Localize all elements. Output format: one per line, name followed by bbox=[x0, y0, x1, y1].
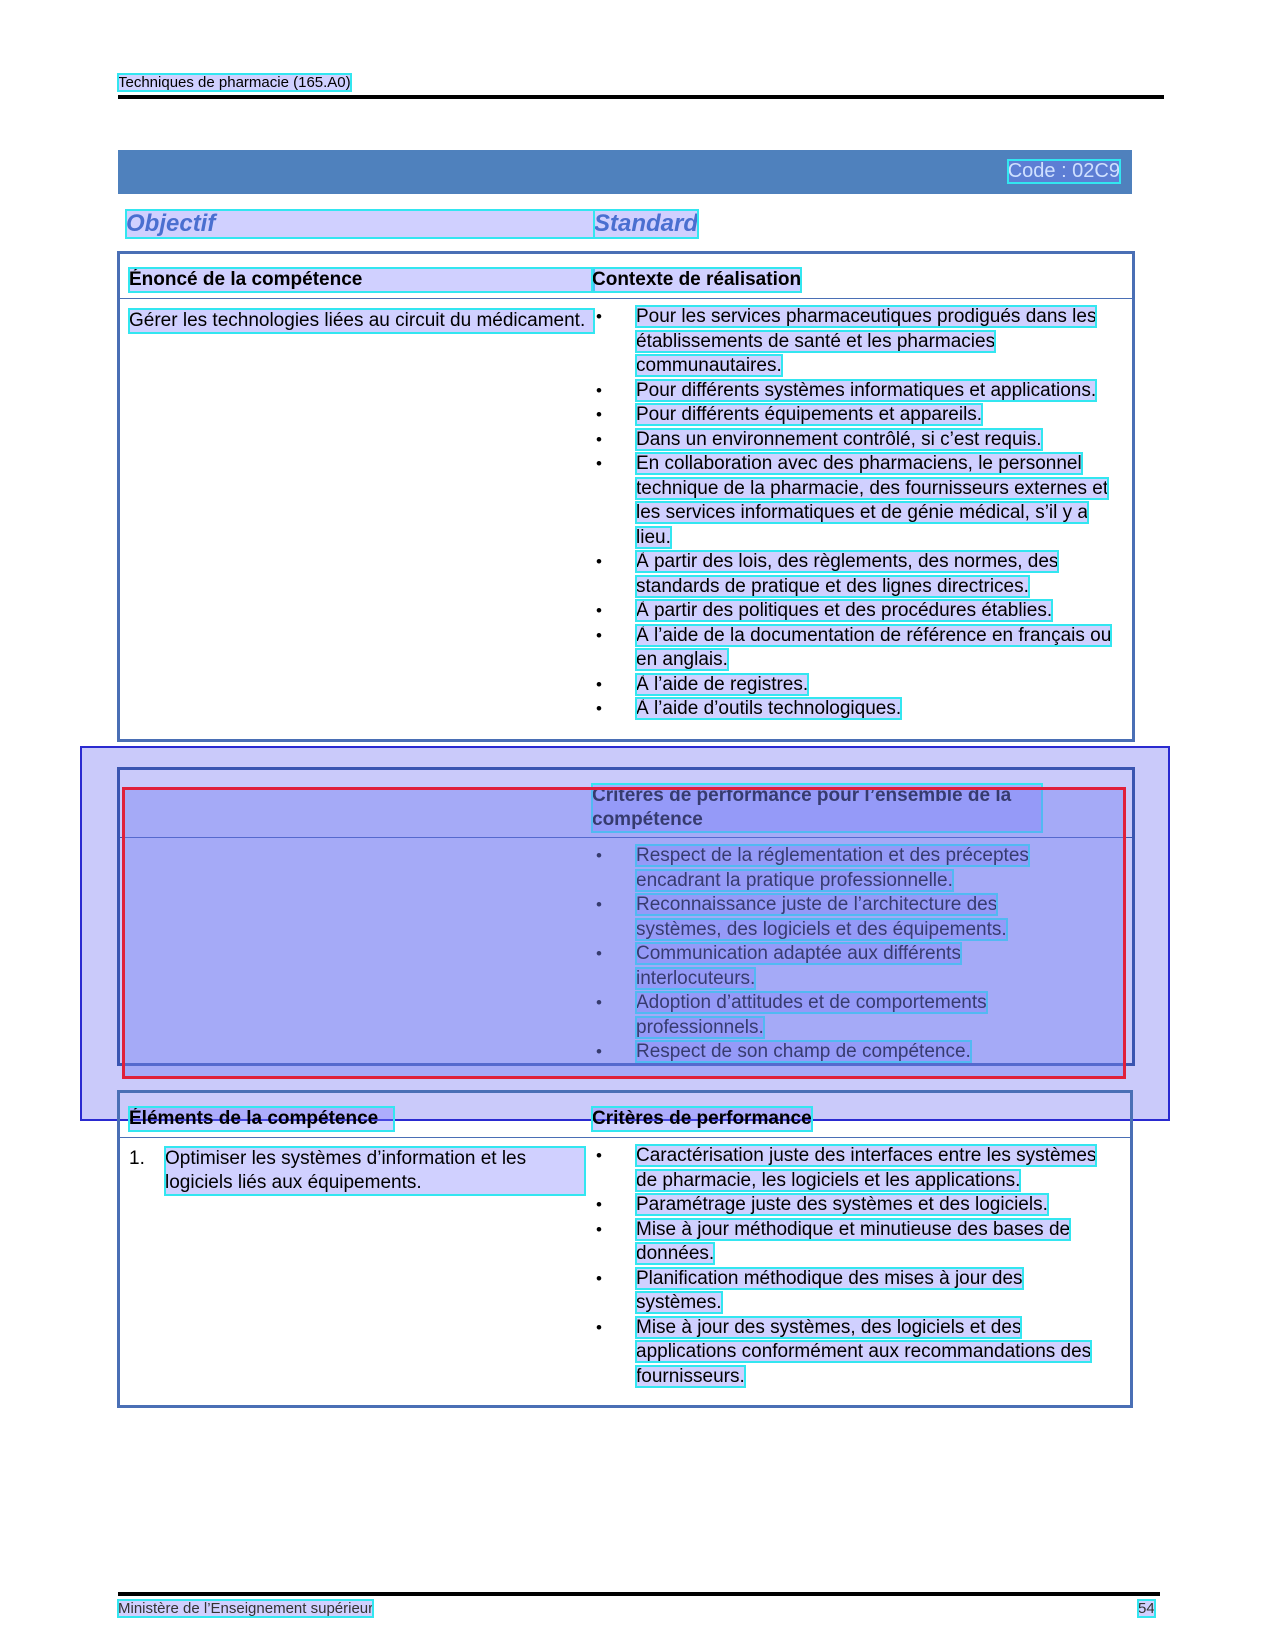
list-item bbox=[592, 1144, 1112, 1193]
list-item-text: Paramétrage juste des systèmes et des logiciels. bbox=[636, 1194, 1048, 1215]
list-item-text: Caractérisation juste des interfaces entre les systèmes de pharmacie, les logiciels et les applications. bbox=[636, 1145, 1097, 1191]
performance-criteria-list bbox=[592, 1144, 1112, 1389]
element-number: 1. bbox=[129, 1148, 145, 1169]
list-item bbox=[592, 1193, 1112, 1218]
selected-region bbox=[122, 787, 1126, 1079]
list-item bbox=[592, 452, 1112, 550]
list-item-text: Pour différents systèmes informatiques et applications. bbox=[636, 379, 1097, 401]
header-rule bbox=[118, 95, 1164, 99]
objective-heading: Objectif bbox=[126, 210, 594, 238]
elements-criteria-table bbox=[117, 1090, 1133, 1408]
list-item bbox=[592, 1316, 1112, 1390]
context-list bbox=[592, 305, 1112, 722]
context-heading: Contexte de réalisation bbox=[592, 269, 802, 290]
list-item bbox=[592, 624, 1112, 673]
elements-heading: Éléments de la compétence bbox=[129, 1107, 394, 1131]
list-item-text: Mise à jour des systèmes, des logiciels et des applications conformément aux recommandations des fournisseurs. bbox=[636, 1316, 1092, 1387]
list-item bbox=[592, 305, 1112, 379]
list-item-text: À l’aide de registres. bbox=[636, 673, 809, 695]
list-item-text: Adoption d’attitudes et de comportements professionnels. bbox=[636, 992, 987, 1038]
list-item-text: Reconnaissance juste de l’architecture des systèmes, des logiciels et des équipements. bbox=[636, 894, 1007, 940]
element-text: Optimiser les systèmes d’information et les logiciels liés aux équipements. bbox=[165, 1147, 585, 1195]
footer-rule bbox=[118, 1592, 1160, 1596]
standard-heading: Standard bbox=[594, 210, 699, 237]
running-header: Techniques de pharmacie (165.A0) bbox=[118, 74, 351, 91]
list-item-text: Planification méthodique des mises à jour des systèmes. bbox=[636, 1267, 1023, 1313]
list-item-text: Communication adaptée aux différents interlocuteurs. bbox=[636, 943, 961, 989]
competency-statement: Gérer les technologies liées au circuit du médicament. bbox=[129, 309, 594, 333]
list-item bbox=[592, 673, 1112, 698]
overall-criteria-heading: Critères de performance pour l’ensemble de la compétence bbox=[592, 784, 1042, 832]
list-item bbox=[592, 1218, 1112, 1267]
list-item-text: Dans un environnement contrôlé, si c’est requis. bbox=[636, 428, 1042, 450]
page-number: 54 bbox=[1138, 1600, 1155, 1617]
statement-heading: Énoncé de la compétence bbox=[129, 268, 594, 292]
list-item bbox=[592, 550, 1112, 599]
list-item-text: Pour différents équipements et appareils. bbox=[636, 404, 983, 425]
list-item-text: À l’aide de la documentation de référence en français ou en anglais. bbox=[636, 624, 1112, 670]
list-item-text: En collaboration avec des pharmaciens, le personnel technique de la pharmacie, des fournisseurs externes et les services informatiques et de génie médical, s’il y a lieu. bbox=[636, 453, 1109, 548]
list-item-text: À partir des lois, des règlements, des normes, des standards de pratique et des lignes directrices. bbox=[636, 551, 1059, 597]
list-item bbox=[592, 428, 1112, 453]
list-item-text: Pour les services pharmaceutiques prodigués dans les établissements de santé et les pharmacies communautaires. bbox=[636, 306, 1097, 376]
footer-ministry: Ministère de l’Enseignement supérieur bbox=[118, 1600, 374, 1617]
list-item bbox=[592, 403, 1112, 428]
code-band bbox=[118, 150, 1132, 194]
list-item-text: À partir des politiques et des procédures établies. bbox=[636, 600, 1053, 621]
list-item bbox=[592, 697, 1112, 722]
list-item-text: Mise à jour méthodique et minutieuse des bases de données. bbox=[636, 1218, 1071, 1264]
performance-criteria-heading: Critères de performance bbox=[592, 1108, 812, 1129]
list-item bbox=[592, 379, 1112, 404]
statement-context-table bbox=[117, 251, 1135, 742]
list-item-text: Respect de son champ de compétence. bbox=[636, 1041, 971, 1062]
list-item bbox=[592, 599, 1112, 624]
list-item-text: Respect de la réglementation et des préceptes encadrant la pratique professionnelle. bbox=[636, 845, 1029, 891]
list-item bbox=[592, 1267, 1112, 1316]
competency-code: Code : 02C9 bbox=[1007, 160, 1120, 182]
list-item-text: À l’aide d’outils technologiques. bbox=[636, 698, 902, 719]
